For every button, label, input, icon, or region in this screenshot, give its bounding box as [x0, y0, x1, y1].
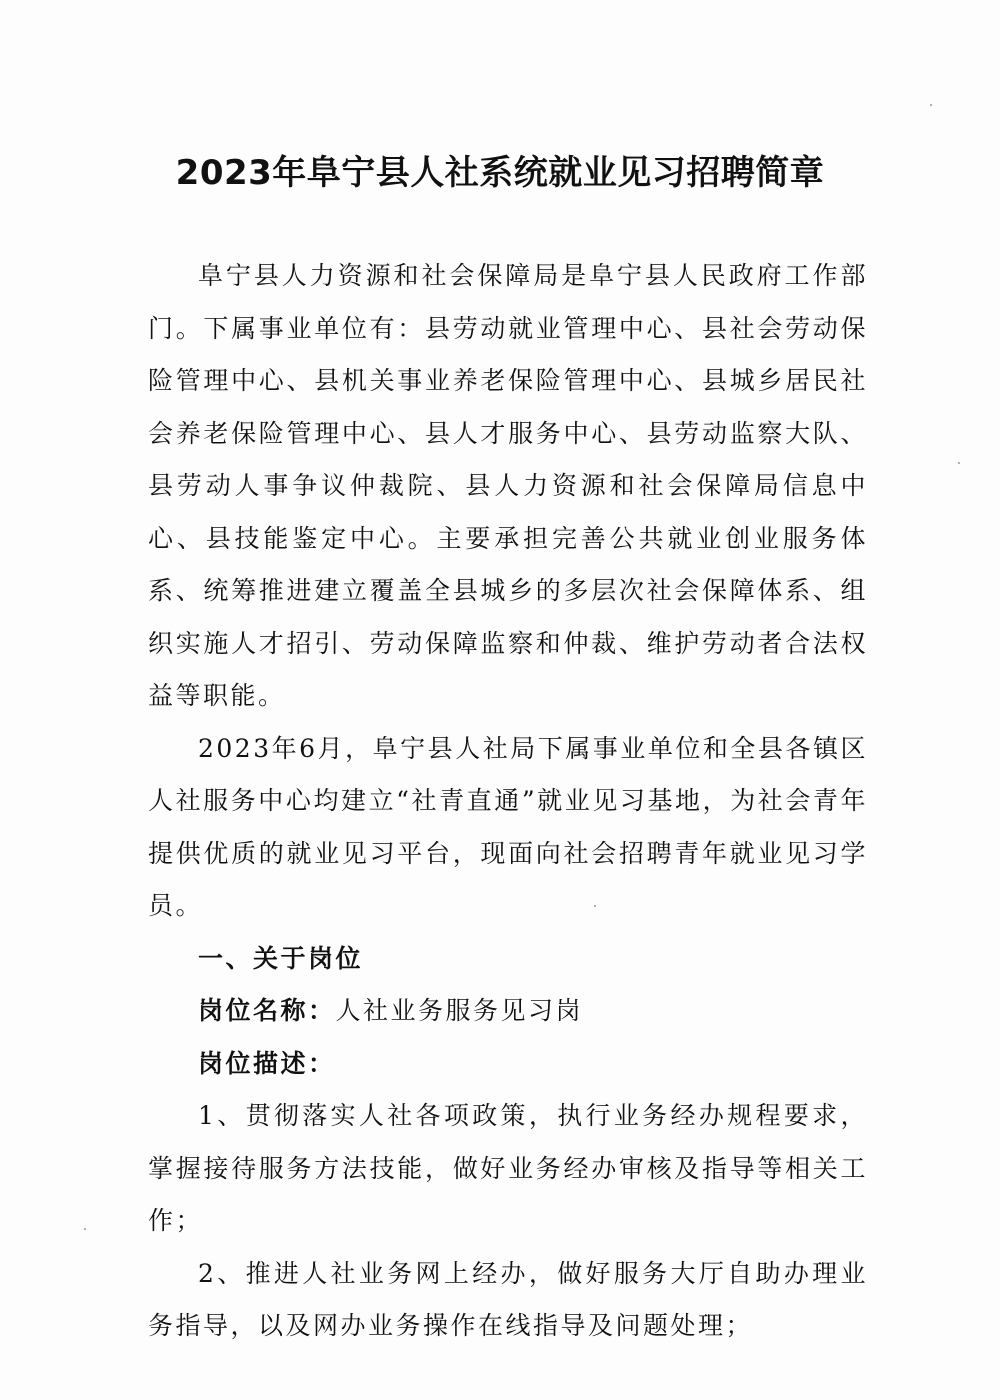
position-description-field	[148, 1038, 868, 1091]
scan-speck	[930, 104, 932, 106]
position-name-value: 人社业务服务见习岗	[335, 996, 584, 1025]
description-item-1: 1、贯彻落实人社各项政策，执行业务经办规程要求，掌握接待服务方法技能，做好业务经办审核及指导等相关工作；	[148, 1101, 868, 1235]
scan-speck	[84, 1228, 86, 1230]
section-heading-positions: 一、关于岗位	[198, 943, 364, 973]
intro-paragraph-2: 2023年6月，阜宁县人社局下属事业单位和全县各镇区人社服务中心均建立“社青直通”就业见习基地，为社会青年提供优质的就业见习平台，现面向社会招聘青年就业见习学员。	[148, 733, 868, 920]
document-title: 2023年阜宁县人社系统就业见习招聘简章	[175, 153, 825, 193]
position-name-field	[148, 985, 868, 1038]
description-item-2: 2、推进人社业务网上经办，做好服务大厅自助办理业务指导，以及网办业务操作在线指导及问题处理；	[148, 1258, 868, 1340]
position-description-label: 岗位描述：	[198, 1048, 336, 1078]
intro-paragraph-1: 阜宁县人力资源和社会保障局是阜宁县人民政府工作部门。下属事业单位有：县劳动就业管理中心、县社会劳动保险管理中心、县机关事业养老保险管理中心、县城乡居民社会养老保险管理中心、县人才服务中心、县劳动监察大队、县劳动人事争议仲裁院、县人力资源和社会保障局信息中心、县技能鉴定中心。主要承担完善公共就业创业服务体系、统筹推进建立覆盖全县城乡的多层次社会保障体系、组织实施人才招引、劳动保障监察和仲裁、维护劳动者合法权益等职能。	[148, 261, 868, 710]
position-name-label: 岗位名称：	[198, 996, 336, 1025]
scan-speck	[958, 462, 960, 464]
document-body	[148, 250, 868, 1353]
scan-speck	[594, 905, 596, 907]
